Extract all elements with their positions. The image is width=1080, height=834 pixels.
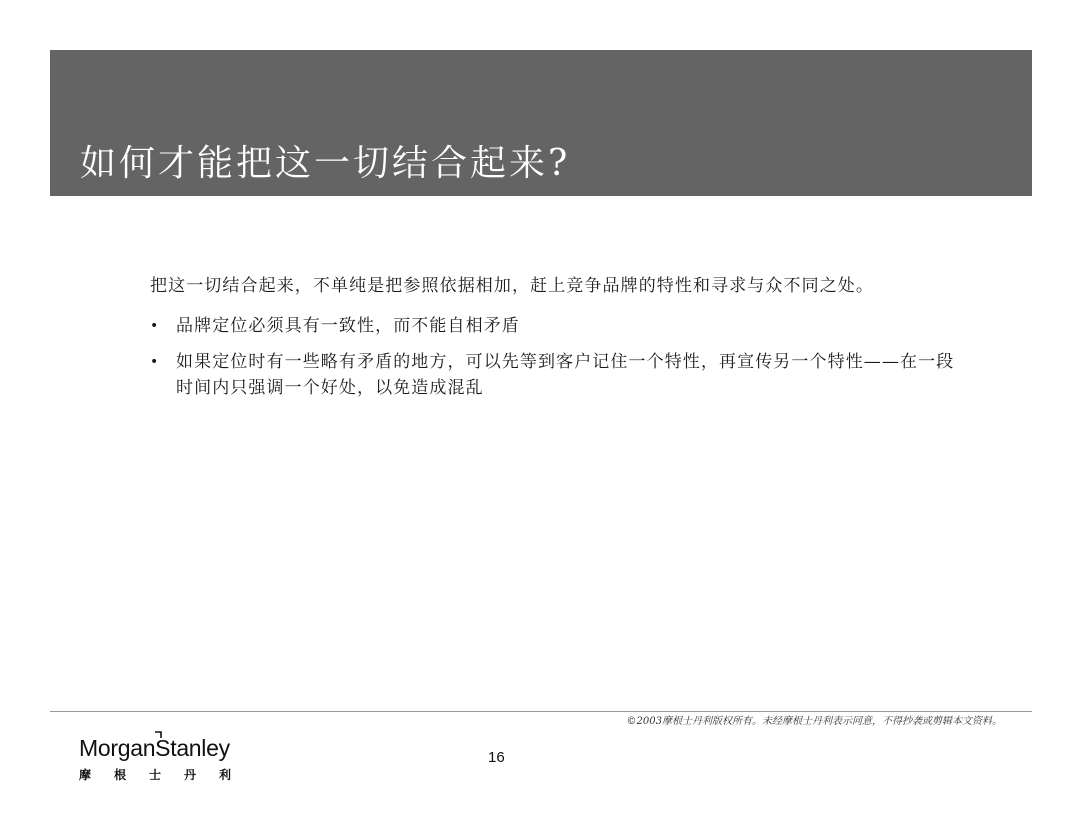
logo-mark-icon	[155, 731, 163, 739]
bullet-text: 如果定位时有一些略有矛盾的地方，可以先等到客户记住一个特性，再宣传另一个特性——在一段时间内只强调一个好处，以免造成混乱	[176, 352, 955, 398]
bullet-dot-icon: •	[150, 354, 160, 370]
company-logo	[79, 734, 254, 783]
slide-title: 如何才能把这一切结合起来?	[80, 143, 571, 184]
copyright-notice: ©2003摩根士丹利版权所有。未经摩根士丹利表示同意，不得抄袭或剪辑本文资料。	[626, 716, 1002, 727]
logo-wordmark: MorganStanley	[79, 734, 254, 762]
logo-chinese-name: 摩根士丹利	[79, 768, 255, 782]
bullet-list	[150, 313, 970, 401]
bullet-item	[150, 313, 970, 339]
bullet-item	[150, 349, 970, 401]
bullet-text: 品牌定位必须具有一致性，而不能自相矛盾	[176, 316, 520, 336]
bullet-dot-icon: •	[150, 318, 160, 334]
page-number: 16	[488, 749, 505, 766]
slide-content	[150, 273, 970, 411]
intro-paragraph: 把这一切结合起来，不单纯是把参照依据相加，赶上竞争品牌的特性和寻求与众不同之处。	[150, 276, 874, 296]
title-band	[50, 50, 1032, 196]
